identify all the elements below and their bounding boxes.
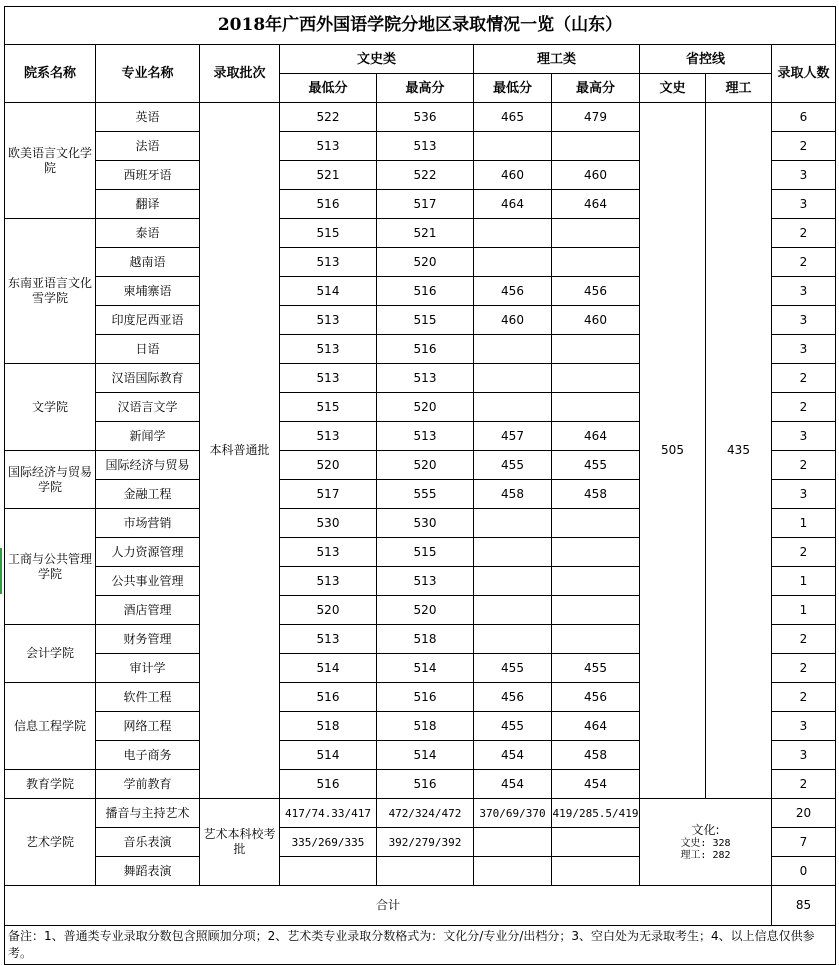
college-name: 欧美语言文化学院 bbox=[5, 103, 96, 219]
art-control-wenshi: 文史: 328 bbox=[680, 837, 731, 849]
score-wmax: 516 bbox=[377, 335, 474, 364]
score-lmin: 456 bbox=[474, 683, 552, 712]
score-lmin: 460 bbox=[474, 161, 552, 190]
score-wmax: 517 bbox=[377, 190, 474, 219]
page-title: 2018年广西外国语学院分地区录取情况一览（山东） bbox=[5, 7, 836, 45]
major-name: 审计学 bbox=[96, 654, 200, 683]
admit-count: 2 bbox=[772, 132, 836, 161]
score-wmax: 516 bbox=[377, 770, 474, 799]
control-line-wenshi: 505 bbox=[640, 103, 706, 799]
score-wmin: 514 bbox=[280, 654, 377, 683]
score-wmax: 513 bbox=[377, 422, 474, 451]
total-count: 85 bbox=[772, 886, 836, 926]
score-lmax bbox=[552, 857, 640, 886]
score-wmin: 513 bbox=[280, 567, 377, 596]
score-wmin: 516 bbox=[280, 770, 377, 799]
major-name: 汉语国际教育 bbox=[96, 364, 200, 393]
score-lmin: 464 bbox=[474, 190, 552, 219]
score-lmax: 456 bbox=[552, 277, 640, 306]
total-row bbox=[5, 886, 836, 926]
header-ligong-min: 最低分 bbox=[474, 74, 552, 103]
score-wmax: 530 bbox=[377, 509, 474, 538]
score-lmax bbox=[552, 596, 640, 625]
score-lmax: 464 bbox=[552, 422, 640, 451]
score-lmax: 458 bbox=[552, 741, 640, 770]
major-name: 播音与主持艺术 bbox=[96, 799, 200, 828]
major-name: 法语 bbox=[96, 132, 200, 161]
score-wmin: 516 bbox=[280, 190, 377, 219]
score-lmin: 458 bbox=[474, 480, 552, 509]
score-wmax: 392/279/392 bbox=[377, 828, 474, 857]
admit-count: 2 bbox=[772, 770, 836, 799]
control-line-ligong: 435 bbox=[706, 103, 772, 799]
score-wmin: 513 bbox=[280, 132, 377, 161]
score-wmax bbox=[377, 857, 474, 886]
major-name: 国际经济与贸易 bbox=[96, 451, 200, 480]
major-name: 音乐表演 bbox=[96, 828, 200, 857]
college-name: 教育学院 bbox=[5, 770, 96, 799]
admit-count: 3 bbox=[772, 306, 836, 335]
score-lmin: 455 bbox=[474, 654, 552, 683]
score-lmin bbox=[474, 509, 552, 538]
score-lmax bbox=[552, 567, 640, 596]
score-wmin: 521 bbox=[280, 161, 377, 190]
score-lmax: 479 bbox=[552, 103, 640, 132]
score-wmin: 520 bbox=[280, 596, 377, 625]
header-major: 专业名称 bbox=[96, 45, 200, 103]
score-wmax: 513 bbox=[377, 132, 474, 161]
major-name: 翻译 bbox=[96, 190, 200, 219]
score-wmax: 516 bbox=[377, 683, 474, 712]
header-ligong: 理工类 bbox=[474, 45, 640, 74]
score-wmax: 520 bbox=[377, 596, 474, 625]
score-wmin: 515 bbox=[280, 393, 377, 422]
score-lmin bbox=[474, 538, 552, 567]
admit-count: 3 bbox=[772, 480, 836, 509]
score-lmax: 464 bbox=[552, 712, 640, 741]
score-lmax: 460 bbox=[552, 161, 640, 190]
art-control-label: 文化: bbox=[691, 822, 720, 837]
table-row bbox=[5, 103, 836, 132]
header-wenshi-min: 最低分 bbox=[280, 74, 377, 103]
admit-count: 3 bbox=[772, 277, 836, 306]
admit-count: 1 bbox=[772, 567, 836, 596]
score-lmin: 454 bbox=[474, 741, 552, 770]
score-lmin bbox=[474, 393, 552, 422]
admit-count: 0 bbox=[772, 857, 836, 886]
major-name: 柬埔寨语 bbox=[96, 277, 200, 306]
header-batch: 录取批次 bbox=[200, 45, 280, 103]
major-name: 英语 bbox=[96, 103, 200, 132]
score-lmin bbox=[474, 625, 552, 654]
college-name: 信息工程学院 bbox=[5, 683, 96, 770]
score-wmin: 513 bbox=[280, 538, 377, 567]
admit-count: 2 bbox=[772, 219, 836, 248]
admit-count: 1 bbox=[772, 596, 836, 625]
score-wmax: 522 bbox=[377, 161, 474, 190]
score-lmax bbox=[552, 219, 640, 248]
score-lmin: 454 bbox=[474, 770, 552, 799]
score-lmin bbox=[474, 248, 552, 277]
major-name: 人力资源管理 bbox=[96, 538, 200, 567]
admit-count: 3 bbox=[772, 741, 836, 770]
admit-count: 2 bbox=[772, 625, 836, 654]
score-wmin: 516 bbox=[280, 683, 377, 712]
score-lmax bbox=[552, 828, 640, 857]
major-name: 金融工程 bbox=[96, 480, 200, 509]
score-wmin: 335/269/335 bbox=[280, 828, 377, 857]
score-lmax bbox=[552, 132, 640, 161]
major-name: 越南语 bbox=[96, 248, 200, 277]
score-wmax: 515 bbox=[377, 538, 474, 567]
header-control-ligong: 理工 bbox=[706, 74, 772, 103]
major-name: 汉语言文学 bbox=[96, 393, 200, 422]
art-control-ligong: 理工: 282 bbox=[680, 849, 731, 861]
major-name: 软件工程 bbox=[96, 683, 200, 712]
score-lmax: 454 bbox=[552, 770, 640, 799]
score-lmax: 456 bbox=[552, 683, 640, 712]
score-lmax: 455 bbox=[552, 451, 640, 480]
major-name: 市场营销 bbox=[96, 509, 200, 538]
score-wmin: 513 bbox=[280, 335, 377, 364]
score-wmax: 521 bbox=[377, 219, 474, 248]
score-lmin bbox=[474, 596, 552, 625]
college-name: 文学院 bbox=[5, 364, 96, 451]
major-name: 泰语 bbox=[96, 219, 200, 248]
score-wmin: 514 bbox=[280, 741, 377, 770]
score-lmin: 457 bbox=[474, 422, 552, 451]
score-wmax: 514 bbox=[377, 741, 474, 770]
batch-art: 艺术本科校考批 bbox=[200, 799, 280, 886]
score-lmax bbox=[552, 625, 640, 654]
admission-table bbox=[4, 6, 836, 965]
score-wmin: 513 bbox=[280, 625, 377, 654]
score-wmax: 520 bbox=[377, 248, 474, 277]
score-lmax bbox=[552, 393, 640, 422]
admit-count: 2 bbox=[772, 364, 836, 393]
header-control-line: 省控线 bbox=[640, 45, 772, 74]
score-lmin bbox=[474, 364, 552, 393]
score-lmin bbox=[474, 132, 552, 161]
admit-count: 3 bbox=[772, 712, 836, 741]
score-wmax: 536 bbox=[377, 103, 474, 132]
header-ligong-max: 最高分 bbox=[552, 74, 640, 103]
admit-count: 7 bbox=[772, 828, 836, 857]
score-lmin bbox=[474, 857, 552, 886]
major-name: 酒店管理 bbox=[96, 596, 200, 625]
score-wmax: 514 bbox=[377, 654, 474, 683]
score-wmax: 520 bbox=[377, 451, 474, 480]
score-wmin: 530 bbox=[280, 509, 377, 538]
score-lmax bbox=[552, 364, 640, 393]
score-wmin: 515 bbox=[280, 219, 377, 248]
score-lmax bbox=[552, 335, 640, 364]
score-lmin: 456 bbox=[474, 277, 552, 306]
score-wmax: 515 bbox=[377, 306, 474, 335]
score-wmin: 513 bbox=[280, 364, 377, 393]
score-lmin bbox=[474, 335, 552, 364]
score-lmax: 458 bbox=[552, 480, 640, 509]
score-lmax bbox=[552, 248, 640, 277]
score-wmin: 417/74.33/417 bbox=[280, 799, 377, 828]
major-name: 学前教育 bbox=[96, 770, 200, 799]
score-lmin: 460 bbox=[474, 306, 552, 335]
score-wmax: 520 bbox=[377, 393, 474, 422]
score-wmin: 513 bbox=[280, 422, 377, 451]
score-lmin bbox=[474, 567, 552, 596]
major-name: 电子商务 bbox=[96, 741, 200, 770]
college-name: 东南亚语言文化雪学院 bbox=[5, 219, 96, 364]
header-control-wenshi: 文史 bbox=[640, 74, 706, 103]
admit-count: 6 bbox=[772, 103, 836, 132]
score-wmax: 513 bbox=[377, 364, 474, 393]
score-wmin: 517 bbox=[280, 480, 377, 509]
header-wenshi-max: 最高分 bbox=[377, 74, 474, 103]
note-row bbox=[5, 926, 836, 965]
major-name: 新闻学 bbox=[96, 422, 200, 451]
admit-count: 3 bbox=[772, 190, 836, 219]
score-lmax: 464 bbox=[552, 190, 640, 219]
total-label: 合计 bbox=[5, 886, 772, 926]
header-wenshi: 文史类 bbox=[280, 45, 474, 74]
score-lmax: 460 bbox=[552, 306, 640, 335]
admit-count: 3 bbox=[772, 161, 836, 190]
major-name: 舞蹈表演 bbox=[96, 857, 200, 886]
admit-count: 2 bbox=[772, 451, 836, 480]
score-wmin bbox=[280, 857, 377, 886]
score-wmin: 522 bbox=[280, 103, 377, 132]
admit-count: 2 bbox=[772, 538, 836, 567]
table-row bbox=[5, 799, 836, 828]
admit-count: 2 bbox=[772, 654, 836, 683]
score-wmin: 514 bbox=[280, 277, 377, 306]
score-wmax: 513 bbox=[377, 567, 474, 596]
major-name: 财务管理 bbox=[96, 625, 200, 654]
score-wmin: 520 bbox=[280, 451, 377, 480]
row-selection-marker bbox=[0, 548, 2, 594]
score-wmax: 516 bbox=[377, 277, 474, 306]
major-name: 印度尼西亚语 bbox=[96, 306, 200, 335]
score-lmax: 455 bbox=[552, 654, 640, 683]
footnote: 备注：1、普通类专业录取分数包含照顾加分项；2、艺术类专业录取分数格式为：文化分/专业分/出档分；3、空白处为无录取考生；4、以上信息仅供参考。 bbox=[5, 926, 836, 965]
major-name: 西班牙语 bbox=[96, 161, 200, 190]
score-lmin: 455 bbox=[474, 712, 552, 741]
score-wmin: 513 bbox=[280, 248, 377, 277]
art-control-line bbox=[640, 799, 772, 886]
admit-count: 2 bbox=[772, 248, 836, 277]
major-name: 日语 bbox=[96, 335, 200, 364]
college-name: 工商与公共管理学院 bbox=[5, 509, 96, 625]
score-lmin bbox=[474, 828, 552, 857]
admit-count: 2 bbox=[772, 683, 836, 712]
score-wmin: 513 bbox=[280, 306, 377, 335]
score-lmin: 465 bbox=[474, 103, 552, 132]
batch-regular: 本科普通批 bbox=[200, 103, 280, 799]
admit-count: 1 bbox=[772, 509, 836, 538]
admit-count: 2 bbox=[772, 393, 836, 422]
admit-count: 20 bbox=[772, 799, 836, 828]
header-count: 录取人数 bbox=[772, 45, 836, 103]
header-college: 院系名称 bbox=[5, 45, 96, 103]
college-name: 会计学院 bbox=[5, 625, 96, 683]
score-lmin: 370/69/370 bbox=[474, 799, 552, 828]
score-lmax bbox=[552, 538, 640, 567]
score-lmax: 419/285.5/419 bbox=[552, 799, 640, 828]
score-wmin: 518 bbox=[280, 712, 377, 741]
score-wmax: 518 bbox=[377, 712, 474, 741]
score-lmax bbox=[552, 509, 640, 538]
college-name: 国际经济与贸易学院 bbox=[5, 451, 96, 509]
admit-count: 3 bbox=[772, 422, 836, 451]
major-name: 公共事业管理 bbox=[96, 567, 200, 596]
major-name: 网络工程 bbox=[96, 712, 200, 741]
college-name: 艺术学院 bbox=[5, 799, 96, 886]
score-wmax: 472/324/472 bbox=[377, 799, 474, 828]
score-wmax: 518 bbox=[377, 625, 474, 654]
admit-count: 3 bbox=[772, 335, 836, 364]
score-lmin bbox=[474, 219, 552, 248]
score-wmax: 555 bbox=[377, 480, 474, 509]
score-lmin: 455 bbox=[474, 451, 552, 480]
